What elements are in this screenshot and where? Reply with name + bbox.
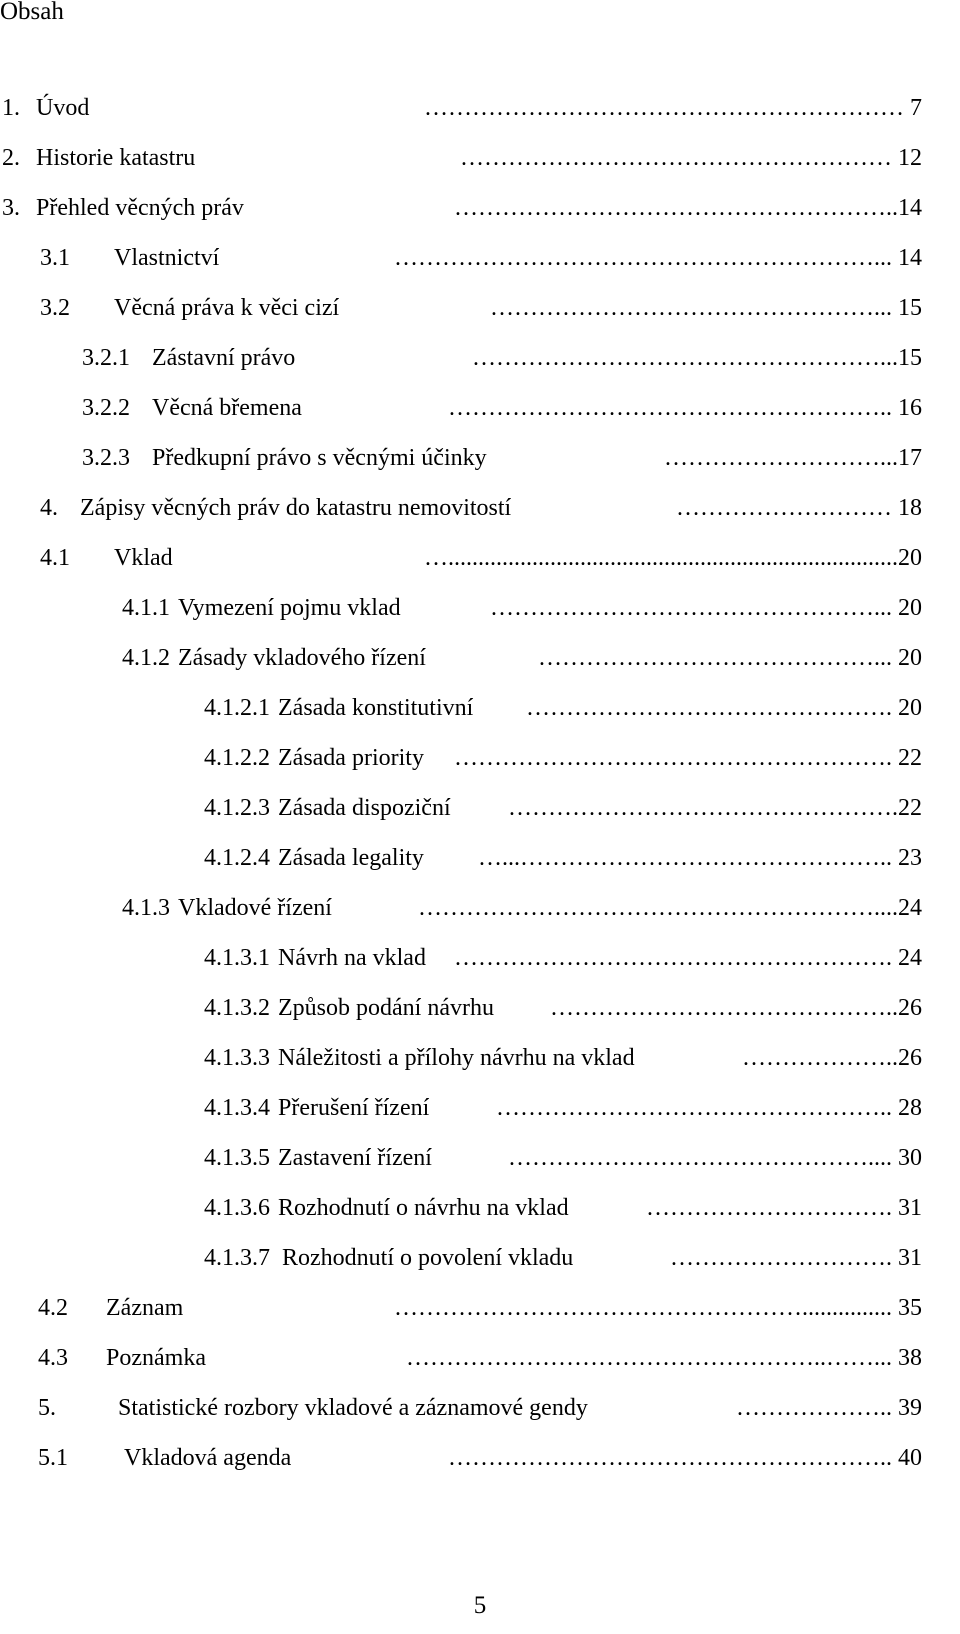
- toc-entry-4-1-3[interactable]: [122, 890, 922, 926]
- toc-entry-page: 22: [898, 795, 922, 821]
- toc-entry-leader: ……………………………………………..……...: [406, 1345, 898, 1371]
- toc-entry-leader: …………………………………………………....: [418, 895, 898, 921]
- toc-entry-title: Zásada dispoziční: [278, 795, 451, 821]
- toc-entry-page: 26: [898, 1045, 922, 1071]
- toc-entry-title: Náležitosti a přílohy návrhu na vklad: [278, 1045, 635, 1071]
- toc-entry-page: 28: [898, 1095, 922, 1121]
- toc-entry-page: 20: [898, 595, 922, 621]
- toc-entry-4-1-1[interactable]: [122, 590, 922, 626]
- toc-entry-title: Rozhodnutí o návrhu na vklad: [278, 1195, 569, 1221]
- toc-entry-4-1-3-5[interactable]: [204, 1140, 922, 1176]
- toc-entry-4-1-3-6[interactable]: [204, 1190, 922, 1226]
- toc-entry-leader: ………………………………………………..: [448, 395, 898, 421]
- toc-entry-leader: ……………………………………...: [538, 645, 898, 671]
- toc-entry-leader: ……………………………………………...: [472, 345, 898, 371]
- toc-entry-3-1[interactable]: [40, 240, 922, 276]
- toc-entry-3-2-3[interactable]: [82, 440, 922, 476]
- toc-entry-number: 4.1.3.5: [204, 1145, 270, 1171]
- toc-entry-number: 3.2.1: [82, 345, 130, 371]
- toc-entry-4-1[interactable]: [40, 540, 922, 576]
- toc-entry-title: Přehled věcných práv: [36, 195, 244, 221]
- toc-entry-page: 40: [898, 1445, 922, 1471]
- toc-entry-title: Úvod: [36, 95, 90, 121]
- toc-entry-2[interactable]: [2, 140, 922, 176]
- toc-entry-number: 4.1.3.1: [204, 945, 270, 971]
- toc-entry-number: 3.2.2: [82, 395, 130, 421]
- toc-entry-4-1-3-2[interactable]: [204, 990, 922, 1026]
- toc-entry-leader: ………………………….: [646, 1195, 898, 1221]
- toc-entry-number: 4.1.3.6: [204, 1195, 270, 1221]
- toc-entry-title: Vkladové řízení: [178, 895, 332, 921]
- toc-entry-4-2[interactable]: [38, 1290, 922, 1326]
- toc-entry-page: 20: [898, 545, 922, 571]
- toc-entry-leader: ……………………………………..: [550, 995, 898, 1021]
- toc-entry-title: Historie katastru: [36, 145, 196, 171]
- toc-entry-number: 3.1: [40, 245, 70, 271]
- toc-entry-number: 4.1: [40, 545, 70, 571]
- toc-entry-3-2[interactable]: [40, 290, 922, 326]
- toc-entry-5-1[interactable]: [38, 1440, 922, 1476]
- toc-entry-title: Předkupní právo s věcnými účinky: [152, 445, 487, 471]
- toc-entry-number: 1.: [2, 95, 20, 121]
- toc-entry-leader: ………………..: [742, 1045, 898, 1071]
- toc-entry-title: Vkladová agenda: [124, 1445, 292, 1471]
- toc-entry-leader: ……………………………………………………...: [394, 245, 898, 271]
- toc-entry-3-2-2[interactable]: [82, 390, 922, 426]
- toc-heading: Obsah: [0, 0, 64, 25]
- toc-entry-page: 17: [898, 445, 922, 471]
- toc-entry-leader: ………………………………………………..: [448, 1445, 898, 1471]
- toc-entry-page: 39: [898, 1395, 922, 1421]
- toc-entry-page: 14: [898, 245, 922, 271]
- toc-entry-number: 2.: [2, 145, 20, 171]
- toc-entry-leader: …………………………………………...: [490, 295, 898, 321]
- toc-entry-title: Zásada konstitutivní: [278, 695, 474, 721]
- toc-entry-4-1-3-7[interactable]: [204, 1240, 922, 1276]
- toc-entry-number: 5.: [38, 1395, 56, 1421]
- toc-entry-4-1-3-1[interactable]: [204, 940, 922, 976]
- toc-entry-page: 20: [898, 645, 922, 671]
- toc-entry-page: 7: [910, 95, 922, 121]
- toc-entry-number: 3.: [2, 195, 20, 221]
- toc-entry-leader: ………………..: [736, 1395, 898, 1421]
- toc-entry-leader: ………………………………………………: [460, 145, 898, 171]
- toc-entry-leader: ………………………: [676, 495, 898, 521]
- toc-entry-leader: ………………………………………....: [508, 1145, 898, 1171]
- toc-entry-number: 4.2: [38, 1295, 68, 1321]
- toc-entry-page: 16: [898, 395, 922, 421]
- toc-entry-page: 24: [898, 895, 922, 921]
- toc-entry-leader: ……………………………………………...............: [394, 1295, 898, 1321]
- toc-entry-1[interactable]: [2, 90, 922, 126]
- toc-entry-page: 20: [898, 695, 922, 721]
- toc-entry-number: 4.1.3.2: [204, 995, 270, 1021]
- toc-entry-4[interactable]: [40, 490, 922, 526]
- toc-entry-4-3[interactable]: [38, 1340, 922, 1376]
- toc-entry-title: Záznam: [106, 1295, 184, 1321]
- toc-entry-leader: ………………………………………….: [508, 795, 898, 821]
- toc-entry-page: 22: [898, 745, 922, 771]
- toc-entry-4-1-3-3[interactable]: [204, 1040, 922, 1076]
- toc-entry-4-1-2[interactable]: [122, 640, 922, 676]
- toc-entry-number: 5.1: [38, 1445, 68, 1471]
- toc-entry-leader: …………………………………………..: [496, 1095, 898, 1121]
- toc-entry-title: Zastavení řízení: [278, 1145, 432, 1171]
- toc-entry-number: 4.1.2: [122, 645, 170, 671]
- toc-entry-number: 4.3: [38, 1345, 68, 1371]
- toc-entry-title: Přerušení řízení: [278, 1095, 430, 1121]
- toc-entry-leader: ………………………………………………..: [454, 195, 898, 221]
- toc-entry-4-1-3-4[interactable]: [204, 1090, 922, 1126]
- toc-entry-title: Zásady vkladového řízení: [178, 645, 426, 671]
- toc-entry-3-2-1[interactable]: [82, 340, 922, 376]
- toc-entry-leader: ……………………….: [670, 1245, 898, 1271]
- page-number: 5: [473, 1592, 487, 1619]
- toc-entry-page: 12: [898, 145, 922, 171]
- toc-entry-page: 26: [898, 995, 922, 1021]
- toc-entry-number: 4.: [40, 495, 58, 521]
- toc-entry-page: 23: [898, 845, 922, 871]
- toc-entry-leader: ………………………...: [664, 445, 898, 471]
- toc-entry-page: 14: [898, 195, 922, 221]
- toc-entry-leader: ……………………………………………………: [424, 95, 910, 121]
- toc-entry-page: 24: [898, 945, 922, 971]
- toc-entry-leader: …………………………………………...: [490, 595, 898, 621]
- toc-entry-4-1-2-1[interactable]: [204, 690, 922, 726]
- toc-entry-page: 15: [898, 345, 922, 371]
- toc-entry-page: 35: [898, 1295, 922, 1321]
- toc-entry-title: Vymezení pojmu vklad: [178, 595, 401, 621]
- toc-entry-leader: ……………………………………….: [526, 695, 898, 721]
- toc-entry-number: 3.2.3: [82, 445, 130, 471]
- toc-entry-number: 4.1.3: [122, 895, 170, 921]
- toc-entry-4-1-2-2[interactable]: [204, 740, 922, 776]
- toc-entry-number: 4.1.3.3: [204, 1045, 270, 1071]
- toc-entry-5[interactable]: [38, 1390, 922, 1426]
- toc-entry-title: Věcná břemena: [152, 395, 302, 421]
- toc-entry-title: Rozhodnutí o povolení vkladu: [282, 1245, 574, 1271]
- toc-entry-page: 15: [898, 295, 922, 321]
- toc-entry-number: 3.2: [40, 295, 70, 321]
- toc-entry-leader: …...........................................................................: [424, 545, 898, 571]
- toc-entry-title: Statistické rozbory vkladové a záznamové gendy: [118, 1395, 588, 1421]
- toc-entry-number: 4.1.2.4: [204, 845, 270, 871]
- toc-entry-number: 4.1.2.2: [204, 745, 270, 771]
- toc-entry-number: 4.1.2.3: [204, 795, 270, 821]
- toc-entry-title: Poznámka: [106, 1345, 206, 1371]
- toc-entry-leader: ……………………………………………….: [454, 945, 898, 971]
- toc-entry-title: Zástavní právo: [152, 345, 296, 371]
- toc-entry-page: 30: [898, 1145, 922, 1171]
- toc-entry-title: Věcná práva k věci cizí: [114, 295, 340, 321]
- toc-entry-page: 38: [898, 1345, 922, 1371]
- toc-entry-page: 18: [898, 495, 922, 521]
- toc-entry-page: 31: [898, 1195, 922, 1221]
- toc-entry-title: Zásada priority: [278, 745, 424, 771]
- toc-entry-3[interactable]: [2, 190, 922, 226]
- toc-entry-title: Vklad: [114, 545, 173, 571]
- toc-entry-leader: …...………………………………………..: [478, 845, 898, 871]
- toc-entry-title: Vlastnictví: [114, 245, 220, 271]
- toc-entry-number: 4.1.3.7: [204, 1245, 270, 1271]
- toc-entry-4-1-2-4[interactable]: [204, 840, 922, 876]
- toc-entry-page: 31: [898, 1245, 922, 1271]
- toc-entry-number: 4.1.3.4: [204, 1095, 270, 1121]
- toc-entry-title: Zásada legality: [278, 845, 424, 871]
- toc-entry-title: Návrh na vklad: [278, 945, 426, 971]
- toc-entry-number: 4.1.2.1: [204, 695, 270, 721]
- toc-entry-title: Způsob podání návrhu: [278, 995, 494, 1021]
- toc-entry-number: 4.1.1: [122, 595, 170, 621]
- toc-entry-title: Zápisy věcných práv do katastru nemovitostí: [80, 495, 512, 521]
- toc-entry-4-1-2-3[interactable]: [204, 790, 922, 826]
- toc-entry-leader: ……………………………………………….: [454, 745, 898, 771]
